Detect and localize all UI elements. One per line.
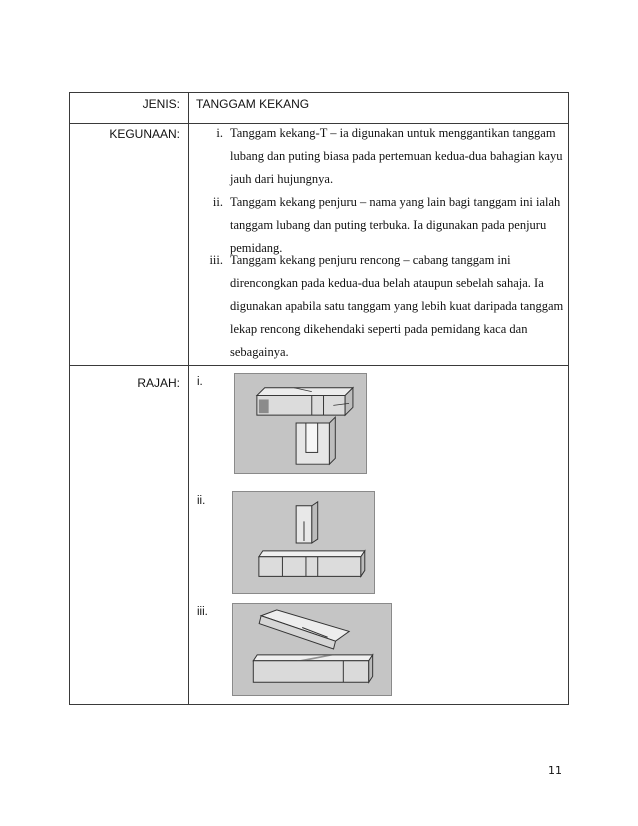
item-number: i. [216, 126, 223, 140]
item-number: ii. [212, 195, 223, 209]
tee-bridle-joint-photo [234, 373, 367, 474]
joint-info-table [69, 92, 569, 705]
page-number: 11 [548, 764, 562, 777]
jenis-value: TANGGAM KEKANG [196, 97, 310, 111]
figure-number: ii. [197, 495, 206, 507]
figure-number: i. [197, 376, 203, 388]
tee-bridle-joint-drawing [235, 374, 366, 473]
corner-bridle-joint-photo [232, 491, 375, 594]
rajah-label: RAJAH: [137, 376, 180, 390]
row-divider [70, 365, 568, 366]
jenis-label: JENIS: [142, 97, 180, 111]
mitred-bridle-joint-photo [232, 603, 392, 696]
item-text: Tanggam kekang-T – ia digunakan untuk menggantikan tanggam lubang dan puting biasa pada pertemuan kedua-dua bahagian kayu jauh dari hujungnya. [230, 126, 563, 186]
item-number: iii. [209, 253, 223, 267]
corner-bridle-joint-drawing [233, 492, 374, 593]
kegunaan-label: KEGUNAAN: [109, 127, 180, 141]
item-text: Tanggam kekang penjuru – nama yang lain bagi tanggam ini ialah tanggam lubang dan puting terbuka. Ia digunakan pada penjuru pemidang. [230, 195, 561, 255]
figure-number: iii. [197, 606, 208, 618]
item-text: Tanggam kekang penjuru rencong – cabang tanggam ini direncongkan pada kedua-dua belah ataupun sebelah sahaja. Ia digunakan apabila satu tanggam yang lebih kuat daripada tanggam lekap rencong dikehendaki seperti pada pemidang kaca dan sebagainya. [230, 253, 564, 359]
mitred-bridle-joint-drawing [233, 604, 391, 695]
column-divider [188, 93, 189, 704]
